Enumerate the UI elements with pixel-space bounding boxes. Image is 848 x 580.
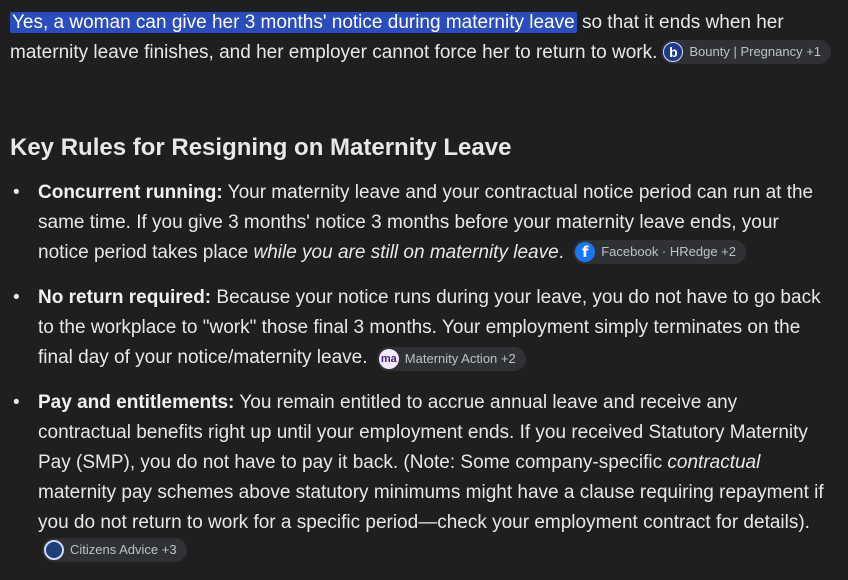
intro-text: so that it ends when her maternity leave finishes, and her employer cannot force her to return to work. xyxy=(10,12,784,63)
citizens-advice-icon xyxy=(44,540,64,560)
source-chip-maternity-action[interactable] xyxy=(377,347,526,371)
rule-emphasis: while you are still on maternity leave xyxy=(253,242,559,263)
bullet-dot: • xyxy=(13,392,20,413)
intro-paragraph xyxy=(10,8,840,68)
rule-title: Pay and entitlements: xyxy=(38,392,235,413)
bullet-dot: • xyxy=(13,182,20,203)
rule-text: You remain entitled to accrue annual leave and receive any contractual benefits right up until your employment ends. If you received Statutory Maternity Pay (SMP), you do not have to pay it back. (Note: Some company-specific xyxy=(38,392,808,473)
rule-text-end: . xyxy=(558,242,564,263)
list-item xyxy=(10,388,825,571)
source-chip-label: Maternity Action +2 xyxy=(404,351,516,366)
highlighted-answer[interactable]: Yes, a woman can give her 3 months' notice during maternity leave xyxy=(12,12,575,33)
rule-text: Your maternity leave and your contractual notice period can run at the same time. If you give 3 months' notice 3 months before your maternity leave ends, your notice period takes place xyxy=(38,182,814,263)
rule-title: Concurrent running: xyxy=(38,182,223,203)
list-item xyxy=(10,283,825,373)
source-chip-citizens-advice[interactable] xyxy=(42,538,187,562)
rule-title: No return required: xyxy=(38,287,212,308)
source-chip-label: Facebook · HRedge +2 xyxy=(601,244,737,259)
rule-text: Because your notice runs during your leave, you do not have to go back to the workplace to "work" those final 3 months. Your employment simply terminates on the final day of your notice/maternity leave. xyxy=(38,287,821,368)
bullet-dot: • xyxy=(13,287,20,308)
source-chip-label: Citizens Advice +3 xyxy=(70,542,177,557)
rules-list xyxy=(10,178,825,580)
rule-emphasis: contractual xyxy=(667,452,761,473)
facebook-icon: f xyxy=(575,242,595,262)
source-chip-bounty[interactable] xyxy=(661,40,831,64)
answer-panel xyxy=(10,8,840,557)
section-heading: Key Rules for Resigning on Maternity Leave xyxy=(10,134,512,161)
list-item xyxy=(10,178,825,268)
maternity-action-icon: ma xyxy=(379,349,399,369)
bounty-b-icon: b xyxy=(663,42,683,62)
source-chip-label: Bounty | Pregnancy +1 xyxy=(689,44,822,59)
rule-text-end: maternity pay schemes above statutory minimums might have a clause requiring repayment if you do not return to work for a specific period—check your employment contract for details). xyxy=(38,482,824,533)
source-chip-facebook[interactable] xyxy=(573,240,746,264)
